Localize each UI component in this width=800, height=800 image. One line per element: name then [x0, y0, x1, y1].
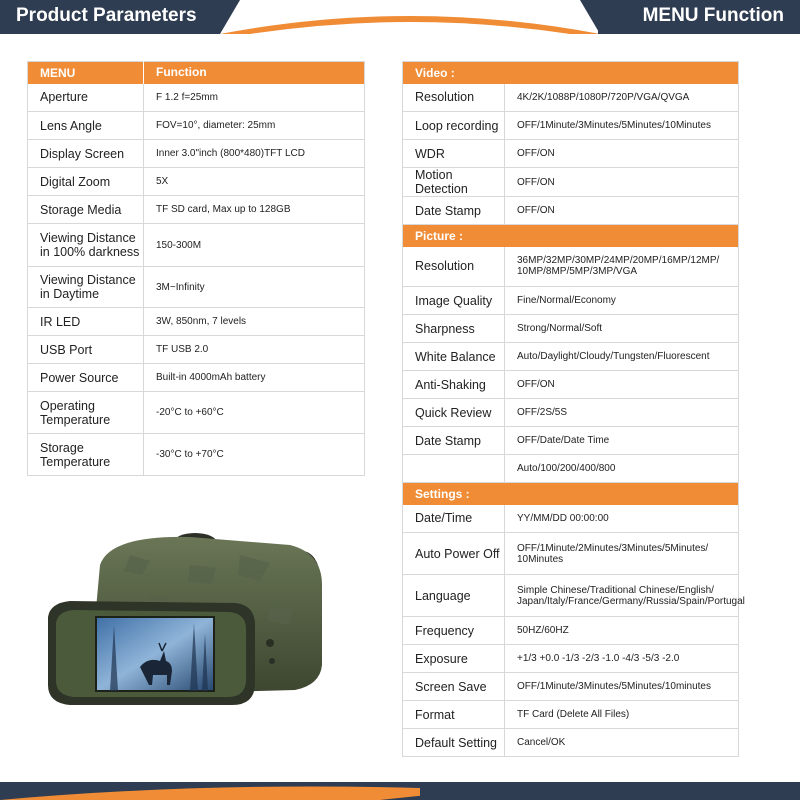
- params-row: [28, 112, 365, 140]
- menu-item-name: Default Setting: [403, 729, 505, 757]
- menu-item-options: OFF/1Minute/3Minutes/5Minutes/10minutes: [505, 673, 739, 701]
- params-row: [28, 196, 365, 224]
- menu-item-options: +1/3 +0.0 -1/3 -2/3 -1.0 -4/3 -5/3 -2.0: [505, 645, 739, 673]
- params-row: [28, 224, 365, 267]
- param-value: Built-in 4000mAh battery: [144, 364, 365, 392]
- menu-item-options: YY/MM/DD 00:00:00: [505, 505, 739, 533]
- menu-item-name: Sharpness: [403, 315, 505, 343]
- menu-item-options: OFF/ON: [505, 197, 739, 225]
- params-row: [28, 434, 365, 476]
- menu-row: [403, 168, 739, 197]
- section-title-settings: Settings :: [403, 483, 739, 505]
- param-value: 3M~Infinity: [144, 267, 365, 308]
- menu-row: [403, 645, 739, 673]
- param-value: Inner 3.0"inch (800*480)TFT LCD: [144, 140, 365, 168]
- header-title-product-parameters: Product Parameters: [16, 5, 197, 26]
- menu-row: [403, 197, 739, 225]
- menu-item-options: Fine/Normal/Economy: [505, 287, 739, 315]
- menu-item-name: Motion Detection: [403, 168, 505, 197]
- menu-item-options: OFF/ON: [505, 371, 739, 399]
- params-row: [28, 392, 365, 434]
- param-name: Operating Temperature: [28, 392, 144, 434]
- param-name: Digital Zoom: [28, 168, 144, 196]
- menu-row: [403, 399, 739, 427]
- menu-row: [403, 140, 739, 168]
- menu-item-options: OFF/1Minute/3Minutes/5Minutes/10Minutes: [505, 112, 739, 140]
- params-row: [28, 140, 365, 168]
- param-name: Storage Media: [28, 196, 144, 224]
- menu-item-options: Strong/Normal/Soft: [505, 315, 739, 343]
- menu-row: [403, 84, 739, 112]
- params-header-function: Function: [144, 62, 365, 84]
- menu-item-name: Screen Save: [403, 673, 505, 701]
- params-row: [28, 168, 365, 196]
- section-title-video: Video :: [403, 62, 739, 84]
- menu-item-options: OFF/2S/5S: [505, 399, 739, 427]
- menu-item-name: Date Stamp: [403, 427, 505, 455]
- menu-item-options: 36MP/32MP/30MP/24MP/20MP/16MP/12MP/ 10MP/8MP/5MP/3MP/VGA: [505, 247, 739, 287]
- param-name: USB Port: [28, 336, 144, 364]
- param-value: -20°C to +60°C: [144, 392, 365, 434]
- param-value: 150-300M: [144, 224, 365, 267]
- menu-row: [403, 729, 739, 757]
- menu-item-name: White Balance: [403, 343, 505, 371]
- param-value: TF SD card, Max up to 128GB: [144, 196, 365, 224]
- param-value: FOV=10°, diameter: 25mm: [144, 112, 365, 140]
- menu-item-name: Loop recording: [403, 112, 505, 140]
- menu-function-table: [402, 61, 745, 757]
- section-header-settings: [403, 483, 739, 505]
- param-name: Display Screen: [28, 140, 144, 168]
- header-swoosh-decoration: [210, 0, 610, 34]
- params-row: [28, 364, 365, 392]
- param-name: Lens Angle: [28, 112, 144, 140]
- menu-item-options: 4K/2K/1088P/1080P/720P/VGA/QVGA: [505, 84, 739, 112]
- menu-item-name: [403, 455, 505, 483]
- menu-item-name: Resolution: [403, 84, 505, 112]
- param-value: 5X: [144, 168, 365, 196]
- menu-item-options: TF Card (Delete All Files): [505, 701, 739, 729]
- menu-item-options: OFF/ON: [505, 168, 739, 197]
- params-row: [28, 336, 365, 364]
- menu-item-name: WDR: [403, 140, 505, 168]
- menu-row: [403, 505, 739, 533]
- param-value: TF USB 2.0: [144, 336, 365, 364]
- menu-item-name: Image Quality: [403, 287, 505, 315]
- param-value: F 1.2 f=25mm: [144, 84, 365, 112]
- menu-item-name: Frequency: [403, 617, 505, 645]
- params-row: [28, 84, 365, 112]
- menu-row: [403, 427, 739, 455]
- section-header-video: [403, 62, 739, 84]
- param-name: Viewing Distance in Daytime: [28, 267, 144, 308]
- menu-item-options: OFF/ON: [505, 140, 739, 168]
- menu-row: [403, 455, 739, 483]
- menu-row: [403, 343, 739, 371]
- menu-item-name: Exposure: [403, 645, 505, 673]
- menu-row: [403, 247, 739, 287]
- menu-item-name: Format: [403, 701, 505, 729]
- param-name: Power Source: [28, 364, 144, 392]
- menu-item-name: Quick Review: [403, 399, 505, 427]
- menu-row: [403, 371, 739, 399]
- section-header-picture: [403, 225, 739, 247]
- footer-decoration: [0, 774, 800, 800]
- param-name: Storage Temperature: [28, 434, 144, 476]
- menu-row: [403, 287, 739, 315]
- params-header-menu: MENU: [28, 62, 144, 84]
- params-row: [28, 308, 365, 336]
- menu-item-name: Date/Time: [403, 505, 505, 533]
- params-table-header: [28, 62, 365, 84]
- menu-item-name: Resolution: [403, 247, 505, 287]
- param-name: IR LED: [28, 308, 144, 336]
- menu-item-options: 50HZ/60HZ: [505, 617, 739, 645]
- params-row: [28, 267, 365, 308]
- night-vision-binocular-illustration: [40, 525, 340, 710]
- param-name: Aperture: [28, 84, 144, 112]
- menu-item-options: OFF/Date/Date Time: [505, 427, 739, 455]
- menu-row: [403, 575, 739, 617]
- menu-item-name: Language: [403, 575, 505, 617]
- menu-item-options: Simple Chinese/Traditional Chinese/English/ Japan/Italy/France/Germany/Russia/Spain/Portugal: [505, 575, 739, 617]
- param-name: Viewing Distance in 100% darkness: [28, 224, 144, 267]
- header-title-menu-function: MENU Function: [642, 5, 784, 26]
- product-parameters-table: [27, 61, 365, 476]
- menu-row: [403, 617, 739, 645]
- menu-item-options: Auto/Daylight/Cloudy/Tungsten/Fluorescent: [505, 343, 739, 371]
- menu-row: [403, 315, 739, 343]
- menu-item-options: Auto/100/200/400/800: [505, 455, 739, 483]
- menu-item-options: OFF/1Minute/2Minutes/3Minutes/5Minutes/ 10Minutes: [505, 533, 739, 575]
- param-value: -30°C to +70°C: [144, 434, 365, 476]
- menu-item-options: Cancel/OK: [505, 729, 739, 757]
- menu-row: [403, 701, 739, 729]
- menu-item-name: Auto Power Off: [403, 533, 505, 575]
- menu-item-name: Date Stamp: [403, 197, 505, 225]
- menu-item-name: Anti-Shaking: [403, 371, 505, 399]
- menu-row: [403, 533, 739, 575]
- param-value: 3W, 850nm, 7 levels: [144, 308, 365, 336]
- menu-row: [403, 673, 739, 701]
- section-title-picture: Picture :: [403, 225, 739, 247]
- menu-row: [403, 112, 739, 140]
